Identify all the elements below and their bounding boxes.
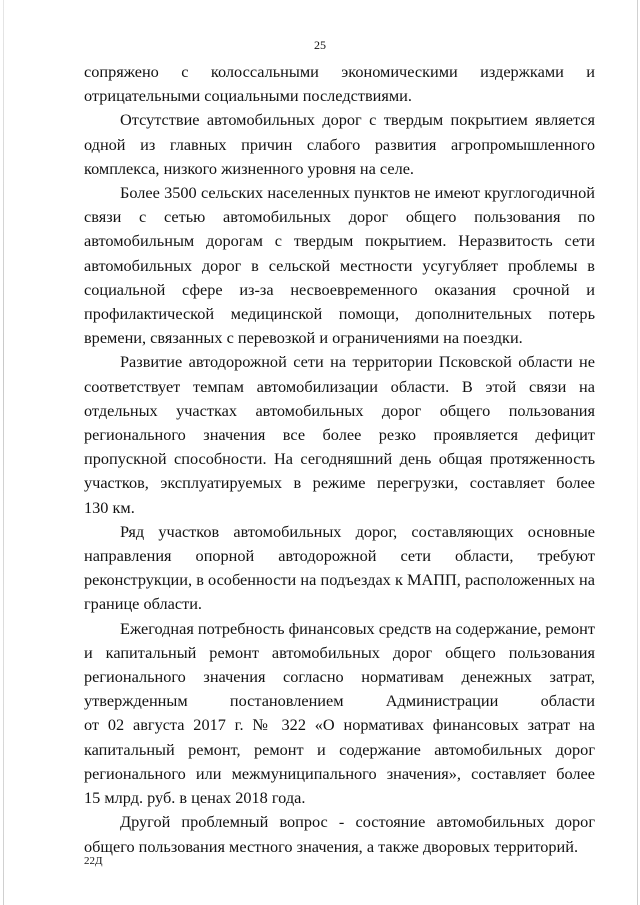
paragraph [84, 181, 595, 350]
text-line: Ряд участков автомобильных дорог, составляющих основные [120, 521, 595, 541]
text-line: времени, связанных с перевозкой и ограничениями на поездки. [84, 328, 523, 348]
scan-edge-left [3, 0, 4, 905]
text-line: социальной сфере из-за несвоевременного оказания срочной и [84, 279, 595, 299]
scan-edge-right [637, 0, 638, 905]
text-line: утвержденным постановлением Администрации области [84, 691, 595, 711]
text-line: Отсутствие автомобильных дорог с твердым покрытием является [120, 110, 595, 130]
text-line: участков, эксплуатируемых в режиме перегрузки, составляет более [84, 473, 595, 493]
document-body [84, 60, 595, 859]
footer-code: 22Д [84, 855, 103, 867]
text-line: профилактической медицинской помощи, дополнительных потерь [84, 304, 595, 324]
text-line: одной из главных причин слабого развития агропромышленного [84, 134, 595, 154]
text-line: отрицательными социальными последствиями. [84, 86, 412, 106]
text-line: сопряжено с колоссальными экономическими издержками и [84, 62, 595, 81]
text-line: Ежегодная потребность финансовых средств на содержание, ремонт [120, 618, 595, 638]
text-line: Развитие автодорожной сети на территории Псковской области не [120, 352, 595, 372]
text-line: Более 3500 сельских населенных пунктов не имеют круглогодичной [120, 183, 595, 203]
text-line: капитальный ремонт, ремонт и содержание автомобильных дорог [84, 739, 595, 759]
text-line: автомобильным дорогам с твердым покрытием. Неразвитость сети [84, 231, 595, 251]
paragraph [84, 520, 595, 617]
text-line: и капитальный ремонт автомобильных дорог общего пользования [84, 642, 595, 662]
text-line: автомобильных дорог в сельской местности усугубляет проблемы в [84, 255, 595, 275]
text-line: от 02 августа 2017 г. № 322 «О нормативах финансовых затрат на [84, 715, 595, 735]
paragraph [84, 108, 595, 181]
text-line: соответствует темпам автомобилизации области. В этой связи на [84, 376, 595, 396]
text-line: отдельных участках автомобильных дорог общего пользования [84, 400, 595, 420]
text-line: направления опорной автодорожной сети области, требуют [84, 546, 595, 566]
text-line: регионального или межмуниципального значения», составляет более [84, 763, 595, 783]
text-line: регионального значения все более резко проявляется дефицит [84, 425, 595, 445]
text-line: Другой проблемный вопрос - состояние автомобильных дорог [120, 812, 595, 832]
text-line: границе области. [84, 594, 202, 614]
text-line: 130 км. [84, 497, 135, 517]
paragraph [84, 60, 595, 108]
paragraph [84, 617, 595, 811]
text-line: регионального значения согласно нормативам денежных затрат, [84, 667, 595, 687]
text-line: комплекса, низкого жизненного уровня на селе. [84, 158, 414, 178]
text-line: связи с сетью автомобильных дорог общего пользования по [84, 207, 595, 227]
text-line: 15 млрд. руб. в ценах 2018 года. [84, 788, 306, 808]
text-line: общего пользования местного значения, а также дворовых территорий. [84, 836, 579, 856]
text-line: пропускной способности. На сегодняшний день общая протяженность [84, 449, 595, 469]
text-line: реконструкции, в особенности на подъездах к МАПП, расположенных на [84, 570, 595, 590]
page-number: 25 [314, 38, 326, 52]
paragraph [84, 350, 595, 519]
paragraph [84, 810, 595, 858]
